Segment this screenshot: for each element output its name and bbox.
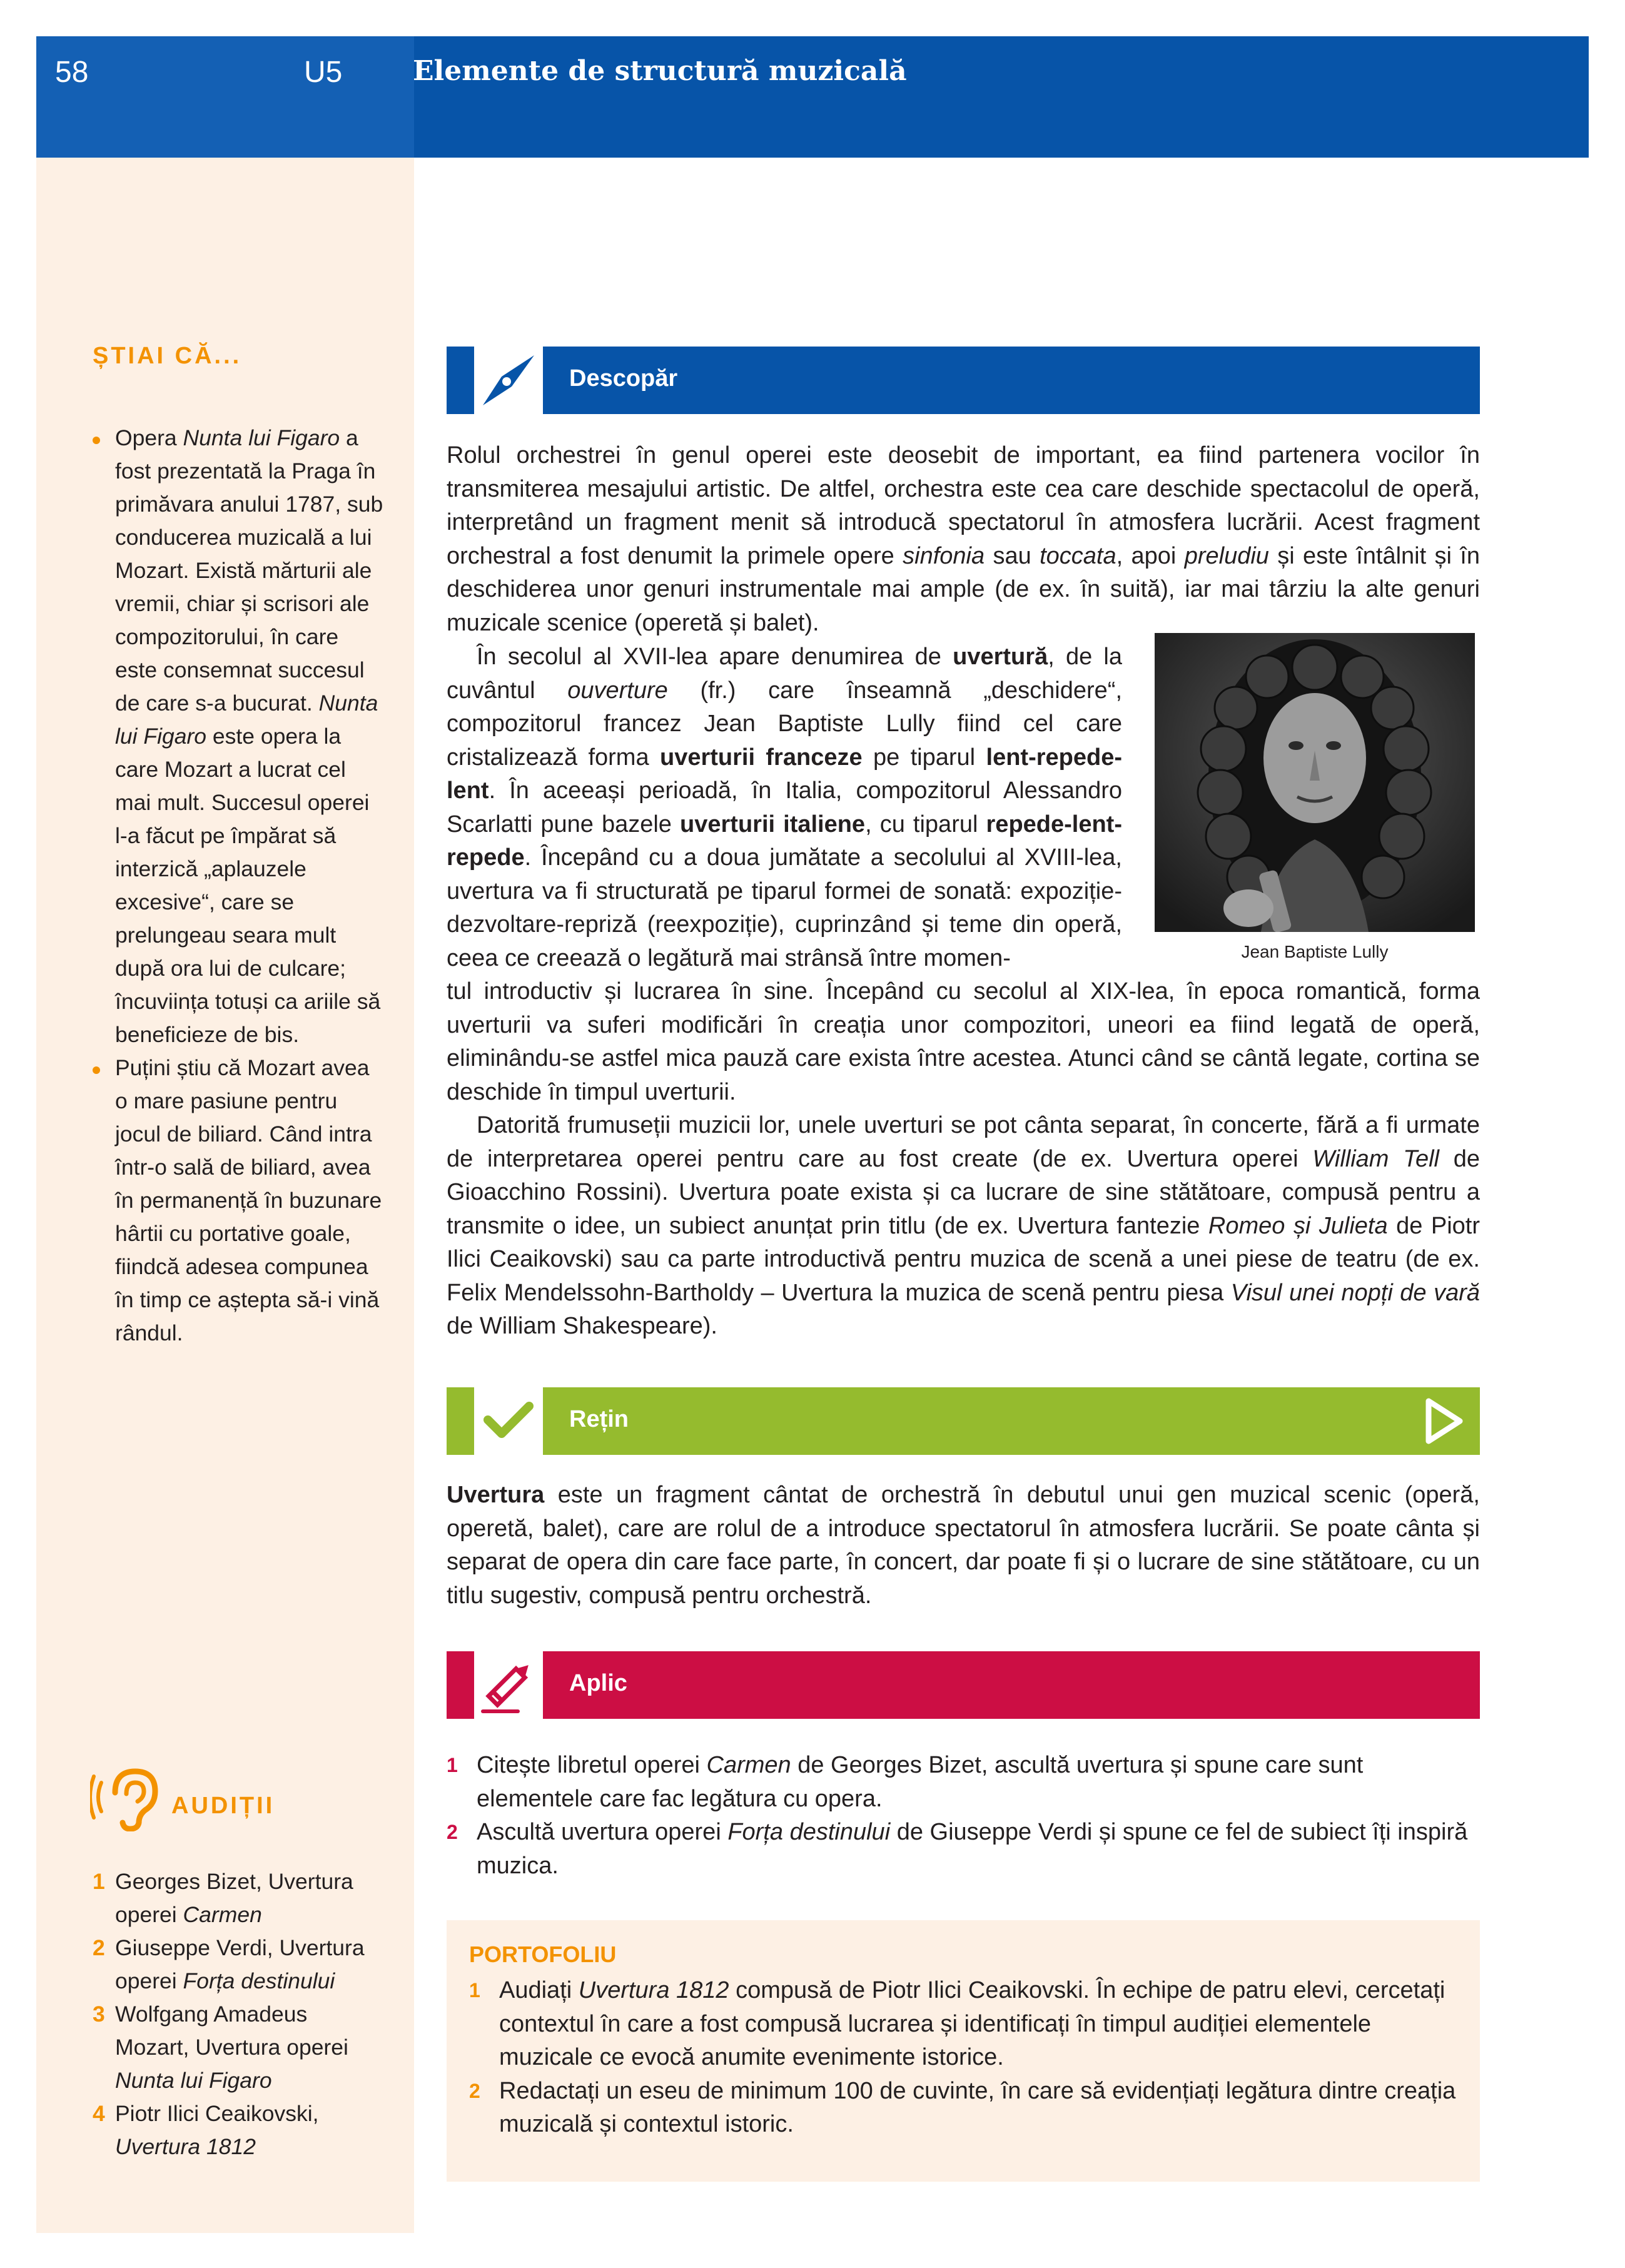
aplic-item	[447, 1816, 1480, 1883]
compass-icon	[474, 347, 543, 414]
auditii-list	[93, 1865, 387, 2164]
item-number: 1	[447, 1754, 458, 1776]
auditii-header	[90, 1763, 353, 1831]
section-title-aplic: Aplic	[569, 1670, 627, 1696]
portofoliu-text: Audiați	[499, 1977, 579, 2003]
section-title-descopar: Descopăr	[569, 365, 678, 392]
stiai-item	[93, 1051, 387, 1350]
paragraph: tul introductiv și lucrarea în sine. Începând cu secolul al XIX-lea, în epoca romantică, forma uverturii va suferi modificări în creația unor compozitori, uneori ea fiind legată de operă, eliminându-se astfel mica pauză care exista între acestea. Atunci când se cântă legate, cortina se deschide în timpul uverturii.	[447, 978, 1480, 1105]
pencil-icon	[474, 1651, 543, 1719]
auditii-text: Giuseppe Verdi, Uvertura operei	[115, 1935, 365, 1993]
play-triangle-icon	[1422, 1396, 1466, 1446]
section-bar-retin	[447, 1387, 1480, 1455]
portrait-lully	[1155, 633, 1475, 932]
paragraph: În secolul al XVII-lea apare denumirea de uvertură, de la cuvântul ouverture (fr.) care înseamnă „deschidere“, compozitorul francez Jean Baptiste Lully fiind cel care cristalizează forma uverturii franceze pe tiparul lent-repede-lent. În aceeași perioadă, în Italia, compozitorul Alessandro Scarlatti pune bazele uverturii italiene, cu tiparul repede-lent-repede. Începând cu a doua jumătate a secolului al XVIII-lea, uvertura va fi structurată pe tiparul formei de sonată: expoziție-dezvoltare-repriză (reexpoziție), cuprinzând și teme din operă, ceea ce creează o legătură mai strânsă între momen-	[447, 644, 1123, 971]
descopar-text-continued	[447, 975, 1480, 1344]
page-number: 58	[55, 56, 89, 89]
item-number: 2	[93, 1935, 105, 1960]
item-number: 2	[447, 1821, 458, 1843]
portofoliu-list	[469, 1974, 1457, 2142]
portofoliu-work: Uvertura 1812	[578, 1977, 729, 2003]
item-number: 3	[93, 2002, 105, 2027]
portofoliu-title: PORTOFOLIU	[469, 1941, 617, 1967]
portrait-caption: Jean Baptiste Lully	[1241, 942, 1389, 961]
portrait-illustration	[1155, 633, 1475, 932]
aplic-work: Carmen	[706, 1752, 791, 1778]
stiai-title: ȘTIAI CĂ...	[93, 343, 242, 369]
item-number: 2	[469, 2079, 480, 2102]
stiai-text: Opera	[115, 425, 183, 450]
stiai-text: a fost prezentată la Praga în primăvara anului 1787, sub conducerea muzicală a lui Mozart. Există mărturii ale vremii, chiar și scrisori ale compozitorului, în care este consemnat succesul de care s-a bucurat.	[115, 425, 383, 716]
auditii-item	[93, 1998, 387, 2097]
ear-icon	[90, 1763, 165, 1831]
bar-label-box	[543, 347, 1480, 414]
auditii-item	[93, 1865, 387, 1931]
descopar-text-wrapped	[447, 640, 1122, 975]
bar-label-box	[543, 1651, 1480, 1719]
auditii-text: Georges Bizet, Uvertura operei	[115, 1869, 353, 1927]
stiai-text: este opera la care Mozart a lucrat cel mai mult. Succesul operei l-a făcut pe împărat să interzică „aplauzele excesive“, care se prelungeau seara mult după ora lui de culcare; încuviința totuși ca ariile să beneficieze de bis.	[115, 724, 381, 1047]
portofoliu-item	[469, 1974, 1457, 2075]
check-icon	[474, 1387, 543, 1455]
stiai-item	[93, 422, 387, 1051]
auditii-text: Wolfgang Amadeus Mozart, Uvertura operei	[115, 2002, 348, 2060]
auditii-work: Uvertura 1812	[115, 2134, 256, 2159]
portofoliu-text: compusă de Piotr Ilici Ceaikovski. În echipe de patru elevi, cercetați contextul în care a fost compusă lucrarea și identificați în timpul audiției elementele muzicale ce evocă anumite evenimente istorice.	[499, 1977, 1445, 2070]
aplic-text: Citește libretul operei	[477, 1752, 707, 1778]
section-bar-aplic	[447, 1651, 1480, 1719]
aplic-text: de Georges Bizet, ascultă uvertura și spune care sunt elementele care fac legătura cu opera.	[477, 1752, 1364, 1812]
portofoliu-item	[469, 2075, 1457, 2142]
auditii-item	[93, 2097, 387, 2164]
header-side-block	[36, 36, 414, 158]
item-number: 1	[93, 1869, 105, 1894]
stiai-italic: Nunta lui Figaro	[183, 425, 340, 450]
bar-label-box	[543, 1387, 1480, 1455]
auditii-item	[93, 1931, 387, 1998]
stiai-italic: Nunta lui Figaro	[115, 691, 378, 749]
paragraph: Rolul orchestrei în genul operei este deosebit de important, ea fiind partenera vocilor în transmiterea mesajului artistic. De altfel, orchestra este cea care deschide spectacolul de operă, interpretând un fragment menit să introducă spectatorul în atmosfera lucrării. Acest fragment orchestral a fost denumit la primele opere sinfonia sau toccata, apoi preludiu și este întâlnit și în deschiderea unor genuri instrumentale mai ample (de ex. în suită), iar mai târziu la alte genuri muzicale scenice (operetă și balet).	[447, 442, 1480, 636]
auditii-title: AUDIȚII	[171, 1793, 275, 1819]
stiai-text: Puțini știu că Mozart avea o mare pasiune pentru jocul de biliard. Când intra într-o sală de biliard, avea în permanență în buzunare hârtii cu portative goale, fiindcă adesea compunea în timp ce aștepta să-i vină rândul.	[115, 1055, 382, 1345]
retin-text	[447, 1479, 1480, 1612]
paragraph: Uvertura este un fragment cântat de orchestră în debutul unui gen muzical scenic (operă, operetă, balet), care are rolul de a introduce spectatorul în atmosfera lucrării. Se poate cânta și separat de opera din care face parte, în concert, dar poate fi și o lucrare de sine stătătoare, cu un titlu sugestiv, compusă pentru orchestră.	[447, 1482, 1480, 1609]
aplic-item	[447, 1749, 1480, 1816]
aplic-list	[447, 1749, 1480, 1883]
aplic-work: Forța destinului	[727, 1819, 891, 1845]
auditii-work: Nunta lui Figaro	[115, 2068, 272, 2093]
auditii-work: Carmen	[183, 1902, 262, 1927]
auditii-text: Piotr Ilici Ceaikovski,	[115, 2101, 319, 2126]
chapter-title: Elemente de structură muzicală	[413, 55, 907, 87]
bar-strip	[447, 347, 474, 414]
item-number: 4	[93, 2101, 105, 2126]
descopar-text	[447, 439, 1480, 640]
item-number: 1	[469, 1979, 480, 2002]
paragraph: Datorită frumuseții muzicii lor, unele uverturi se pot cânta separat, în concerte, fără a fi urmate de interpretarea operei pentru care au fost create (de ex. Uvertura operei William Tell de Gioacchino Rossini). Uvertura poate exista și ca lucrare de sine stătătoare, compusă pentru a transmite o idee, un subiect anunțat prin titlu (de ex. Uvertura fantezie Romeo și Julieta de Piotr Ilici Ceaikovski) sau ca parte introductivă pentru muzica de scenă a unei piese de teatru (de ex. Felix Mendelssohn-Bartholdy – Uvertura la muzica de scenă pentru piesa Visul unei nopți de vară de William Shakespeare).	[447, 1112, 1481, 1339]
stiai-list	[93, 422, 387, 1350]
portofoliu-text: Redactați un eseu de minimum 100 de cuvinte, în care să evidențiați legătura dintre creația muzicală și contextul istoric.	[499, 2077, 1456, 2137]
aplic-text: de Giuseppe Verdi și spune ce fel de subiect îți inspiră muzica.	[477, 1819, 1468, 1879]
section-title-retin: Rețin	[569, 1406, 629, 1432]
bar-strip	[447, 1387, 474, 1455]
portofoliu-box	[447, 1920, 1480, 2182]
aplic-text: Ascultă uvertura operei	[477, 1819, 728, 1845]
unit-label: U5	[304, 56, 343, 89]
section-bar-descopar	[447, 347, 1480, 414]
bar-strip	[447, 1651, 474, 1719]
auditii-work: Forța destinului	[183, 1968, 335, 1993]
